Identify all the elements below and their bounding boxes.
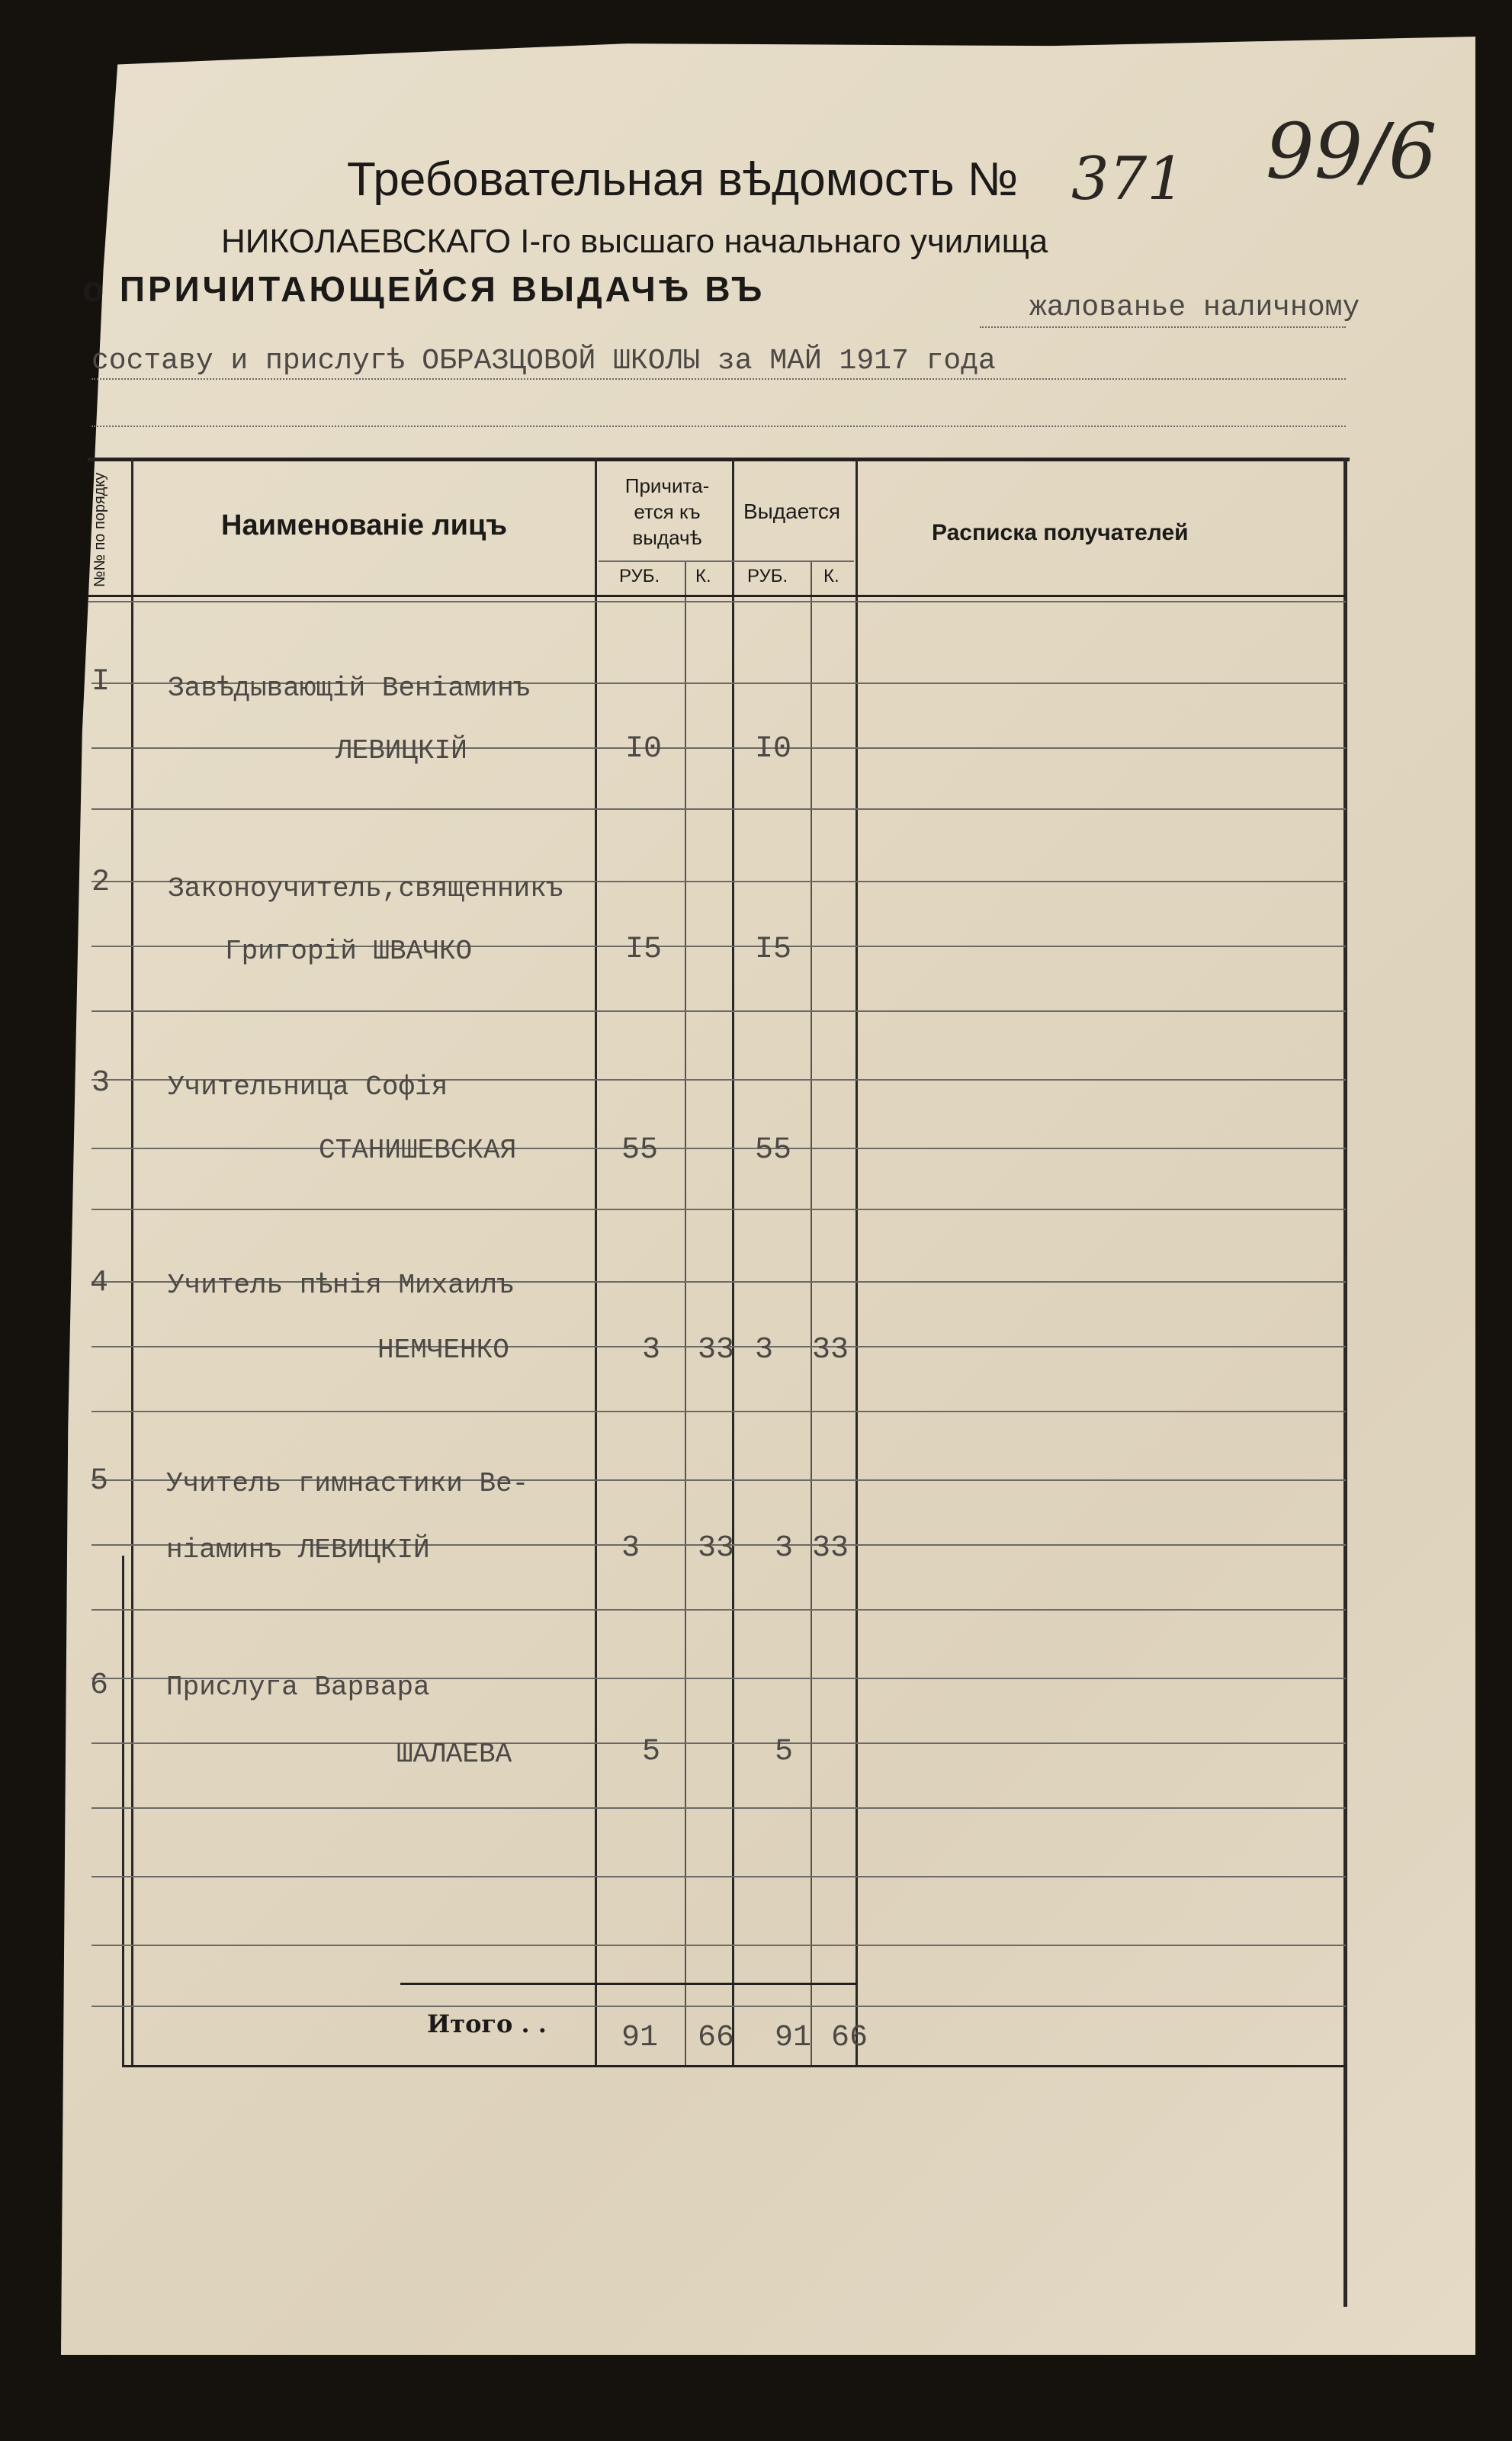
row-5-name: ніаминъ ЛЕВИЦКІЙ: [166, 1534, 430, 1566]
row-5-due-kop: 33: [698, 1531, 735, 1566]
row-6-issued-rub: 5: [775, 1735, 794, 1769]
row-3-position: Учительница Софія: [168, 1071, 448, 1103]
row-3-number: 3: [91, 1066, 111, 1100]
row-4-due-rub: 3: [642, 1333, 661, 1367]
payment-purpose-line2: составу и прислугѣ ОБРАЗЦОВОЙ ШКОЛЫ за МАЙ 1917 года: [91, 345, 996, 377]
row-1-surname: ЛЕВИЦКІЙ: [335, 735, 467, 766]
total-due-kop: 66: [698, 2021, 735, 2055]
total-issued-kop: 66: [831, 2021, 868, 2055]
row-6-due-rub: 5: [642, 1735, 661, 1769]
row-4-number: 4: [90, 1266, 109, 1300]
row-4-issued-rub: 3: [755, 1333, 774, 1367]
row-1-due-rub: I0: [625, 732, 663, 766]
header-due-rub: РУБ.: [619, 566, 660, 586]
row-2-due-rub: I5: [625, 933, 663, 967]
row-1-position: Завѣдывающій Веніаминъ: [168, 673, 531, 704]
row-1-number: I: [91, 665, 111, 699]
row-2-name: Григорій ШВАЧКО: [225, 936, 473, 967]
row-4-position: Учитель пѣнія Михаилъ: [168, 1270, 514, 1301]
document-sheet: [61, 37, 1475, 2355]
row-5-number: 5: [90, 1464, 109, 1498]
header-name: Наименованіе лицъ: [221, 509, 508, 541]
payment-purpose-prefix: о ПРИЧИТАЮЩЕЙСЯ ВЫДАЧѢ ВЪ: [82, 269, 766, 309]
header-issued-kop: К.: [823, 566, 839, 586]
row-5-due-rub: 3: [621, 1531, 640, 1566]
total-issued-rub: 91: [775, 2021, 812, 2055]
row-5-position: Учитель гимнастики Ве-: [166, 1468, 529, 1499]
row-2-position: Законоучитель,священникъ: [168, 873, 563, 904]
header-due: Причита-ется къ выдачѣ: [624, 474, 710, 549]
row-6-surname: ШАЛАЕВА: [396, 1739, 512, 1770]
institution-name: НИКОЛАЕВСКАГО I-го высшаго начальнаго училища: [221, 223, 1048, 260]
archive-page-number: 99/6: [1266, 107, 1437, 196]
row-3-surname: СТАНИШЕВСКАЯ: [319, 1135, 517, 1166]
row-5-issued-rub: 3: [775, 1531, 794, 1566]
row-4-due-kop: 33: [698, 1333, 735, 1367]
header-receipt: Расписка получателей: [932, 520, 1189, 545]
total-due-rub: 91: [621, 2021, 659, 2055]
header-issued-rub: РУБ.: [747, 566, 788, 586]
row-4-issued-kop: 33: [812, 1333, 849, 1367]
row-6-position: Прислуга Варвара: [166, 1672, 430, 1703]
document-number: 371: [1071, 145, 1185, 214]
row-1-issued-rub: I0: [755, 732, 792, 766]
row-6-number: 6: [90, 1669, 109, 1703]
payment-purpose-line1: жалованье наличному: [1029, 291, 1360, 324]
row-2-issued-rub: I5: [755, 933, 792, 967]
document-title: Требовательная вѣдомость №: [347, 153, 1019, 206]
row-3-due-rub: 55: [621, 1133, 659, 1168]
row-2-number: 2: [91, 866, 111, 900]
row-4-surname: НЕМЧЕНКО: [377, 1335, 509, 1366]
total-label: Итого . .: [427, 2009, 547, 2038]
header-due-kop: К.: [695, 566, 711, 586]
row-5-issued-kop: 33: [812, 1531, 849, 1566]
row-3-issued-rub: 55: [755, 1133, 792, 1168]
header-issued: Выдается: [743, 499, 841, 523]
